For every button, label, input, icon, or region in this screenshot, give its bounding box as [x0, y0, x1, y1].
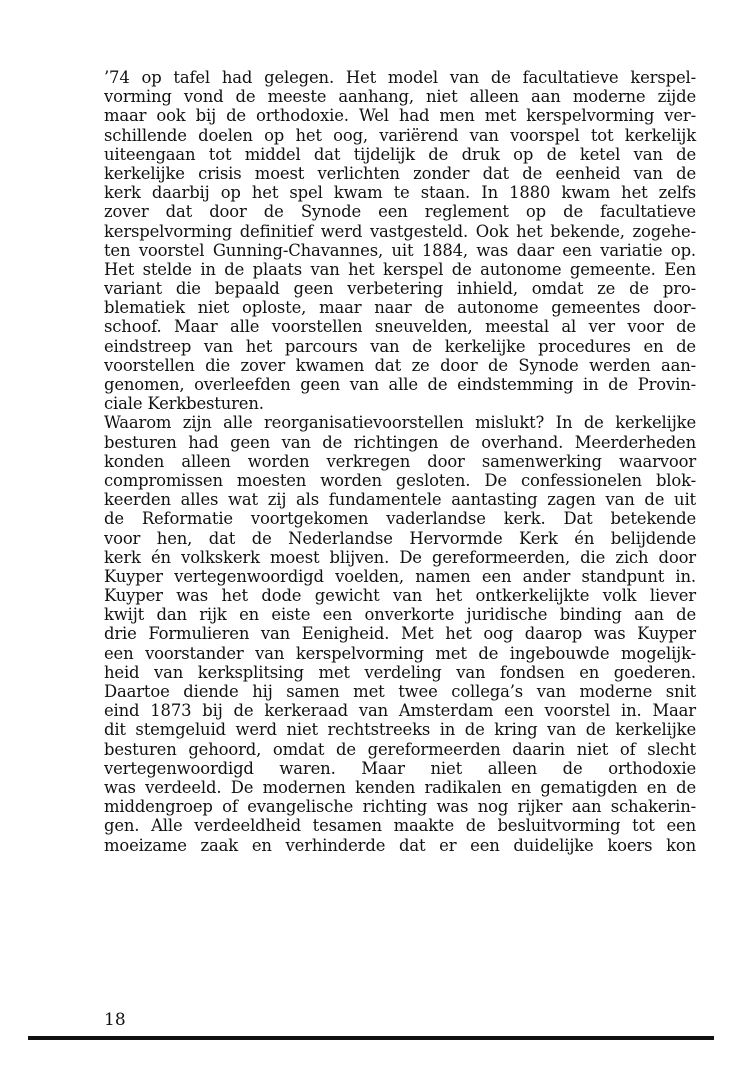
- text-line: kerk daarbij op het spel kwam te staan. In 1880 kwam het zelfs: [104, 183, 696, 203]
- text-line: drie Formulieren van Eenigheid. Met het oog daarop was Kuyper: [104, 624, 696, 644]
- text-line: zover dat door de Synode een reglement op de facultatieve: [104, 202, 696, 222]
- text-line: een voorstander van kerspelvorming met de ingebouwde mogelijk-: [104, 643, 696, 663]
- text-line: Daartoe diende hij samen met twee collega’s van moderne snit: [104, 682, 696, 701]
- text-line: kerk én volkskerk moest blijven. De gereformeerden, die zich door: [104, 547, 696, 567]
- text-line: voorstellen die zover kwamen dat ze door de Synode werden aan-: [104, 355, 696, 375]
- text-line: ’74 op tafel had gelegen. Het model van de facultatieve kerspel-: [104, 68, 696, 87]
- page-number: 18: [104, 1010, 126, 1030]
- text-line: maar ook bij de orthodoxie. Wel had men met kerspelvorming ver-: [104, 106, 696, 126]
- text-line: vorming vond de meeste aanhang, niet alleen aan moderne zijde: [104, 87, 696, 107]
- text-line: besturen gehoord, omdat de gereformeerden daarin niet of slecht: [104, 739, 696, 759]
- text-line: genomen, overleefden geen van alle de eindstemming in de Provin-: [104, 375, 696, 394]
- text-line: middengroep of evangelische richting was nog rijker aan schakerin-: [104, 797, 696, 817]
- text-line: ciale Kerkbesturen.: [104, 394, 264, 414]
- text-line: uiteengaan tot middel dat tijdelijk de druk op de ketel van de: [104, 144, 696, 164]
- text-line: Kuyper vertegenwoordigd voelden, namen een ander standpunt in.: [104, 566, 696, 586]
- text-line: gen. Alle verdeeldheid tesamen maakte de besluitvorming tot een: [104, 816, 696, 836]
- text-line: ten voorstel Gunning-Chavannes, uit 1884, was daar een variatie op.: [104, 240, 696, 260]
- text-line: Kuyper was het dode gewicht van het ontkerkelijkte volk liever: [104, 586, 696, 606]
- text-line: compromissen moesten worden gesloten. De confessionelen blok-: [104, 470, 696, 490]
- text-line: de Reformatie voortgekomen vaderlandse kerk. Dat betekende: [104, 509, 696, 529]
- text-line: vertegenwoordigd waren. Maar niet alleen de orthodoxie: [104, 758, 696, 778]
- text-line: schoof. Maar alle voorstellen sneuvelden, meestal al ver voor de: [104, 317, 696, 337]
- text-line: schillende doelen op het oog, variërend van voorspel tot kerkelijk: [104, 125, 696, 145]
- text-line: kwijt dan rijk en eiste een onverkorte juridische binding aan de: [104, 605, 696, 625]
- text-line: was verdeeld. De modernen kenden radikalen en gematigden en de: [104, 777, 696, 797]
- body-text: [104, 68, 696, 855]
- text-line: heid van kerksplitsing met verdeling van fondsen en goederen.: [104, 662, 696, 682]
- text-line: besturen had geen van de richtingen de overhand. Meerderheden: [104, 432, 696, 452]
- text-line: blematiek niet oploste, maar naar de autonome gemeentes door-: [104, 298, 696, 318]
- bottom-rule: [28, 1036, 714, 1040]
- text-line: eindstreep van het parcours van de kerkelijke procedures en de: [104, 336, 696, 356]
- text-line: Waarom zijn alle reorganisatievoorstellen mislukt? In de kerkelijke: [104, 413, 696, 433]
- text-line: keerden alles wat zij als fundamentele aantasting zagen van de uit: [104, 490, 696, 510]
- text-line: dit stemgeluid werd niet rechtstreeks in de kring van de kerkelijke: [104, 720, 696, 740]
- text-line: variant die bepaald geen verbetering inhield, omdat ze de pro-: [104, 279, 696, 299]
- text-line: voor hen, dat de Nederlandse Hervormde Kerk én belijdende: [104, 528, 696, 548]
- text-line: kerspelvorming definitief werd vastgesteld. Ook het bekende, zogehe-: [104, 221, 696, 241]
- text-line: Het stelde in de plaats van het kerspel de autonome gemeente. Een: [104, 259, 696, 279]
- text-line: moeizame zaak en verhinderde dat er een duidelijke koers kon: [104, 835, 696, 855]
- text-line: konden alleen worden verkregen door samenwerking waarvoor: [104, 451, 696, 471]
- text-line: kerkelijke crisis moest verlichten zonder dat de eenheid van de: [104, 163, 696, 183]
- text-line: eind 1873 bij de kerkeraad van Amsterdam een voorstel in. Maar: [104, 701, 696, 721]
